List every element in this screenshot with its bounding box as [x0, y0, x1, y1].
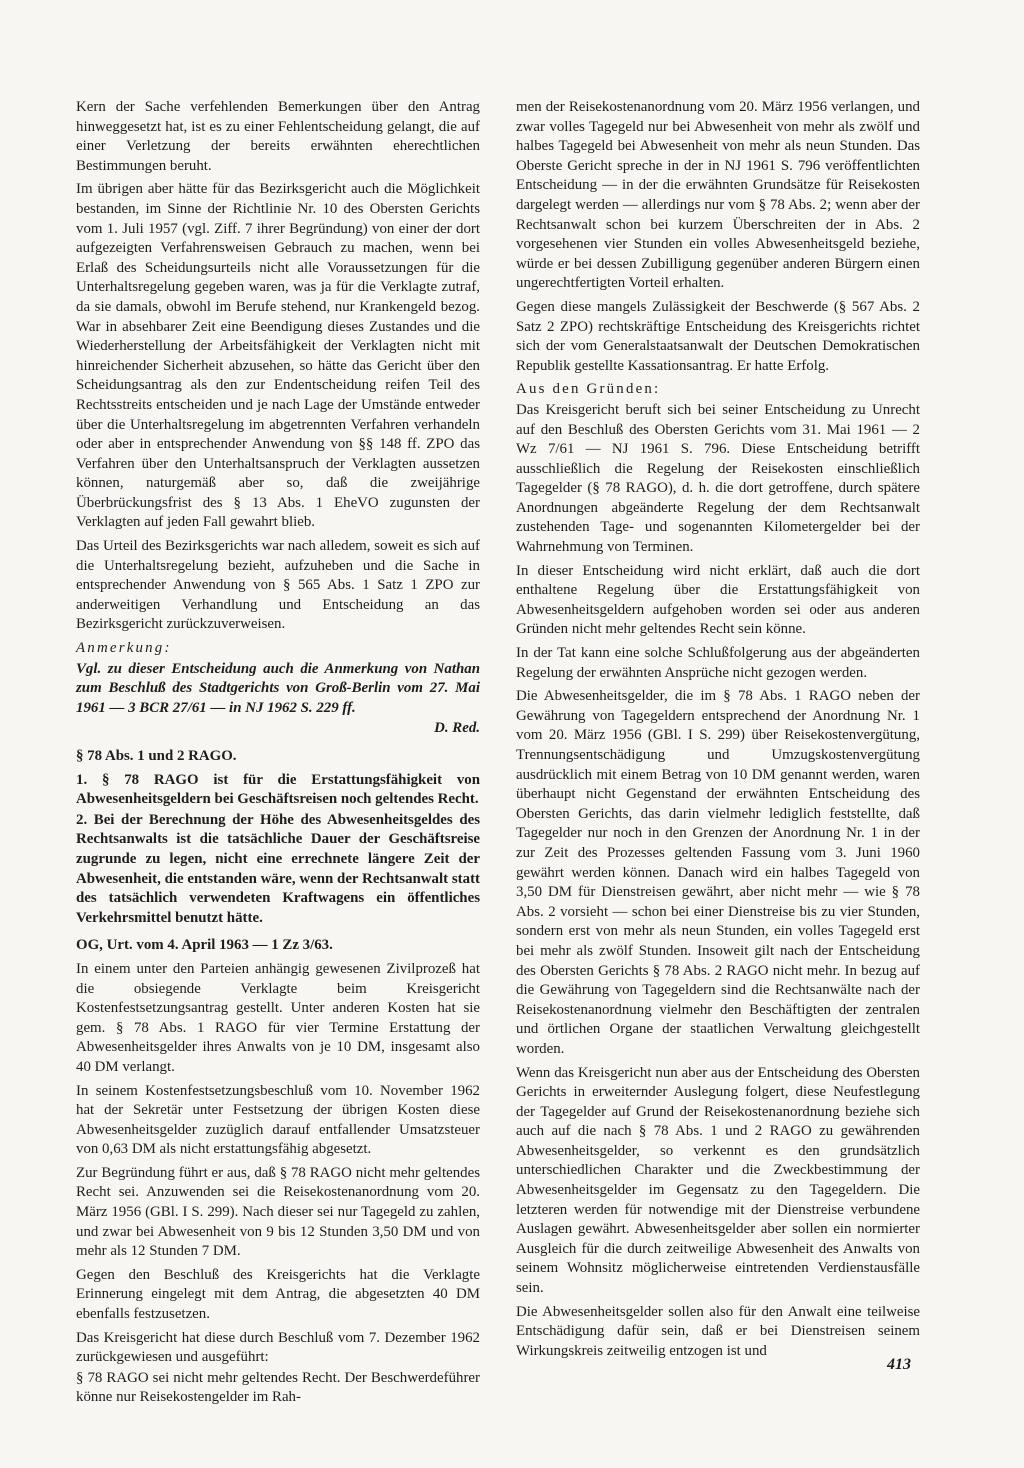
left-column — [76, 98, 480, 1412]
reasons-heading: Aus den Gründen: — [516, 381, 661, 398]
paragraph: Kern der Sache verfehlenden Bemerkungen über den Antrag hinweggesetzt hat, ist es zu einer Fehlentscheidung gelangt, die auf einer Verletzung der bereits erwähnten eherechtlichen Bestimmungen beruht. — [76, 99, 480, 174]
paragraph: Das Urteil des Bezirksgerichts war nach alledem, soweit es sich auf die Unterhaltsregelung bezieht, aufzuheben und die Sache in entsprechender Anwendung von § 565 Abs. 1 Satz 1 ZPO zur anderweitigen Verhandlung und Entscheidung an das Bezirksgericht zurückzuverweisen. — [76, 538, 480, 633]
paragraph: Im übrigen aber hätte für das Bezirksgericht auch die Möglichkeit bestanden, im Sinne der Richtlinie Nr. 10 des Obersten Gerichts vom 1. Juli 1957 (vgl. Ziff. 7 ihrer Begründung) von einer der dort aufgezeigten Verfahrensweisen Gebrauch zu machen, wenn bei Erlaß des Scheidungsurteils nicht alle Voraussetzungen für die Unterhaltsregelung gegeben waren, was ja für die Verklagte zutraf, da sie damals, obwohl im Berufe stehend, nur Krankengeld bezog. War in absehbarer Zeit eine Beendigung dieses Zustandes und die Wiederherstellung der Arbeitsfähigkeit der Verklagten nicht mit hinreichender Sicherheit abzusehen, so hätte das Gericht über den Scheidungsantrag als den zur Endentscheidung reifen Teil des Rechtsstreits entscheiden und je nach Lage der Umstände entweder über die Unterhaltsregelung im abgetrennten Verfahren verhandeln oder aber in entsprechender Anwendung von §§ 148 ff. ZPO das Verfahren über den Unterhaltsanspruch der Verklagten aussetzen können, naturgemäß aber so, daß die zweijährige Überbrückungsfrist des § 13 Abs. 1 EheVO zugunsten der Verklagten auf jeden Fall gewahrt blieb. — [76, 181, 480, 531]
paragraph: Wenn das Kreisgericht nun aber aus der Entscheidung des Obersten Gerichts in erweiternder Auslegung folgert, diese Neufestlegung der Tagegelder auf Grund der Reisekostenanordnung beziehe sich auch auf die nach § 78 Abs. 1 und 2 RAGO zu gewährenden Abwesenheitsgelder, so verkennt es den grundsätzlich unterschiedlichen Charakter und die Zweckbestimmung der Abwesenheitsgelder im Gegensatz zu den Tagegeldern. Die letzteren werden für notwendige mit der Dienstreise verbundene Auslagen gewährt. Abwesenheitsgelder aber sollen ein normierter Ausgleich für die durch zeitweilige Abwesenheit des Anwalts von seinem Wohnsitz möglicherweise eintretenden Verdienstausfälle sein. — [516, 1064, 920, 1297]
right-column — [516, 98, 920, 1365]
paragraph: In seinem Kostenfestsetzungsbeschluß vom 10. November 1962 hat der Sekretär unter Festsetzung der übrigen Kosten diese Abwesenheitsgelder zuzüglich darauf entfallender Umsatzsteuer von 0,63 DM als nicht erstattungsfähig abgesetzt. — [76, 1082, 480, 1158]
headnote: 2. Bei der Berechnung der Höhe des Abwesenheitsgeldes des Rechtsanwalts ist die tatsächliche Dauer der Geschäftsreise zugrunde zu legen, nicht eine errechnete längere Zeit der Abwesenheit, die entstanden wäre, wenn der Rechtsanwalt statt des tatsächlich verwendeten Kraftwagens ein öffentliches Verkehrsmittel benutzt hätte. — [76, 811, 480, 926]
paragraph: Gegen den Beschluß des Kreisgerichts hat die Verklagte Erinnerung eingelegt mit dem Antrag, die abgesetzten 40 DM ebenfalls festzusetzen. — [76, 1266, 480, 1323]
page-number: 413 — [887, 1356, 911, 1373]
paragraph: In einem unter den Parteien anhängig gewesenen Zivilprozeß hat die obsiegende Verklagte beim Kreisgericht Kostenfestsetzungsantrag gestellt. Unter anderen Kosten hat sie gem. § 78 Abs. 1 RAGO für vier Termine Erstattung der Abwesenheitsgelder ihres Anwalts von je 10 DM, insgesamt also 40 DM verlangt. — [76, 960, 480, 1075]
paragraph: § 78 RAGO sei nicht mehr geltendes Recht. Der Beschwerdeführer könne nur Reisekostengelder im Rah- — [76, 1369, 480, 1406]
paragraph: Das Kreisgericht beruft sich bei seiner Entscheidung zu Unrecht auf den Beschluß des Obersten Gerichts vom 31. Mai 1961 — 2 Wz 7/61 — NJ 1961 S. 796. Diese Entscheidung betrifft ausschließlich die Regelung der Reisekosten einschließlich Tagegelder (§ 78 RAGO), d. h. die dort getroffene, durch spätere Anordnungen abgeänderte Regelung der dem Rechtsanwalt zustehenden Tage- und sogenannten Kilometergelder bei der Wahrnehmung von Terminen. — [516, 401, 920, 556]
annotation-text: Vgl. zu dieser Entscheidung auch die Anmerkung von Nathan zum Beschluß des Stadtgerichts von Groß-Berlin vom 27. Mai 1961 — 3 BCR 27/61 — in NJ 1962 S. 229 ff. — [76, 660, 480, 716]
annotation-signature-row — [76, 719, 480, 739]
annotation-heading: Anmerkung: — [76, 640, 172, 657]
paragraph: In der Tat kann eine solche Schlußfolgerung aus der abgeänderten Regelung der erwähnten Ansprüche nicht gezogen werden. — [516, 645, 920, 681]
paragraph: men der Reisekostenanordnung vom 20. März 1956 verlangen, und zwar volles Tagegeld nur bei Abwesenheit von mehr als zwölf und halbes Tagegeld bei Abwesenheit von mehr als neun Stunden. Das Oberste Gericht spreche in der in NJ 1961 S. 796 veröffentlichten Entscheidung — in der die erwähnten Grundsätze für Reisekosten dargelegt werden — allerdings nur vom § 78 Abs. 2; wenn aber der Rechtsanwalt schon bei kurzem Überschreiten der in Abs. 2 vorgesehenen vier Stunden ein volles Abwesenheitsgeld beziehe, würde er bei dessen Zubilligung gegenüber anderen Bürgern einen ungerechtfertigten Vorteil erhalten. — [516, 99, 920, 292]
paragraph: Gegen diese mangels Zulässigkeit der Beschwerde (§ 567 Abs. 2 Satz 2 ZPO) rechtskräftige Entscheidung des Kreisgerichts richtet sich der vom Generalstaatsanwalt der Deutschen Demokratischen Republik gestellte Kassationsantrag. Er hatte Erfolg. — [516, 298, 920, 374]
case-citation: OG, Urt. vom 4. April 1963 — 1 Zz 3/63. — [76, 937, 333, 954]
editor-signature: D. Red. — [434, 720, 480, 737]
statute-reference: § 78 Abs. 1 und 2 RAGO. — [76, 748, 237, 764]
paragraph: Das Kreisgericht hat diese durch Beschluß vom 7. Dezember 1962 zurückgewiesen und ausgeführt: — [76, 1329, 480, 1366]
headnote: 1. § 78 RAGO ist für die Erstattungsfähigkeit von Abwesenheitsgeldern bei Geschäftsreisen noch geltendes Recht. — [76, 771, 480, 808]
paragraph: In dieser Entscheidung wird nicht erklärt, daß auch die dort enthaltene Regelung über die Erstattungsfähigkeit von Abwesenheitsgeldern aufgehoben worden sei oder aus anderen Gründen nicht mehr geltendes Recht sein könne. — [516, 562, 920, 638]
paragraph: Die Abwesenheitsgelder, die im § 78 Abs. 1 RAGO neben der Gewährung von Tagegeldern entsprechend der Anordnung Nr. 1 vom 20. März 1956 (GBl. I S. 299) über Reisekostenvergütung, Trennungsentschädigung und Umzugskostenvergütung ausdrücklich mit einem Betrag von 10 DM genannt werden, waren überhaupt nicht Gegenstand der erwähnten Entscheidung des Obersten Gerichts, das darin vielmehr lediglich feststellte, daß Tagegelder nur noch in den Grenzen der Anordnung Nr. 1 in der zur Zeit des Prozesses geltenden Fassung vom 3. Juni 1960 gewährt werden können. Danach wird ein halbes Tagegeld von 3,50 DM für Dienstreisen gewährt, aber nicht mehr — wie § 78 Abs. 2 vorsieht — schon bei einer Dienstreise bis zu vier Stunden, sondern erst von mehr als neun Stunden, ein volles Tagegeld erst bei mehr als zwölf Stunden. Insoweit gilt nach der Entscheidung des Obersten Gerichts § 78 Abs. 2 RAGO nicht mehr. In bezug auf die Gewährung von Tagegeldern sind die Rechtsanwälte nach der Reisekostenanordnung vielmehr den Beschäftigten der zentralen und örtlichen Organe der staatlichen Verwaltung gleichgestellt worden. — [516, 688, 920, 1057]
paragraph: Die Abwesenheitsgelder sollen also für den Anwalt eine teilweise Entschädigung dafür sein, daß er bei Dienstreisen seinem Wirkungskreis zeitweilig entzogen ist und — [516, 1303, 920, 1359]
paragraph: Zur Begründung führt er aus, daß § 78 RAGO nicht mehr geltendes Recht sei. Anzuwenden sei die Reisekostenanordnung vom 20. März 1956 (GBl. I S. 299). Nach dieser sei nur Tagegeld zu zahlen, und zwar bei Abwesenheit von 9 bis 12 Stunden 3,50 DM und von mehr als 12 Stunden 7 DM. — [76, 1164, 480, 1260]
